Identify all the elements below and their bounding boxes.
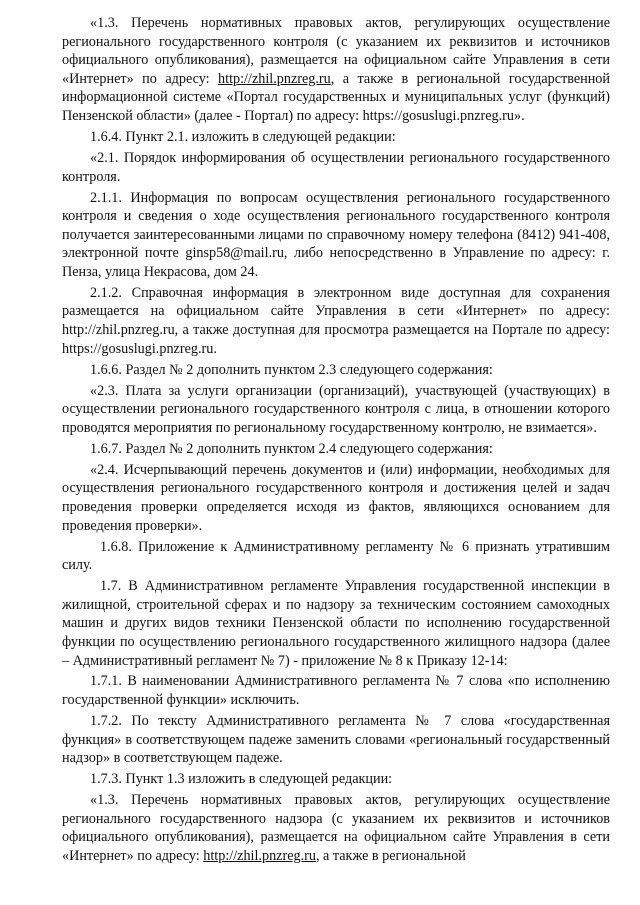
paragraph-1-3-portal (62, 14, 610, 126)
text-segment: «1.3. Перечень нормативных правовых актов, регулирующих осуществление регионального государственного контроля (с указанием их реквизитов и источников официального опубликования), размещается на официальном сайте Управления в сети «Интернет» по адресу: (62, 15, 610, 87)
paragraph-1-6-8: 1.6.8. Приложение к Административному регламенту № 6 признать утратившим силу. (62, 538, 610, 574)
text-segment: «1.3. Перечень нормативных правовых актов, регулирующих осуществление регионального государственного надзора (с указанием их реквизитов и источников официального опубликования), размещается на официальном сайте Управления в сети «Интернет» по адресу: (62, 792, 610, 864)
paragraph-1-7: 1.7. В Административном регламенте Управления государственной инспекции в жилищной, строительной сферах и по надзору за техническим состоянием самоходных машин и других видов техники Пензенской области по исполнению государственной функции по осуществлению регионального государственного жилищного надзора (далее – Административный регламент № 7) - приложение № 8 к Приказу 12-14: (62, 578, 610, 669)
paragraph-2-1-1: 2.1.1. Информация по вопросам осуществления регионального государственного контроля и сведения о ходе осуществления регионального государственного контроля получается заинтересованными лицами по справочному номеру телефона (8412) 941-408, электронной почте ginsp58@mail.ru, либо непосредственно в Управление по адресу: г. Пенза, улица Некрасова, дом 24. (62, 189, 610, 280)
site-link[interactable]: http://zhil.pnzreg.ru (203, 848, 316, 864)
paragraph-1-6-6: 1.6.6. Раздел № 2 дополнить пунктом 2.3 следующего содержания: (90, 361, 493, 378)
paragraph-2-3: «2.3. Плата за услуги организации (организаций), участвующей (участвующих) в осуществлении регионального государственного контроля с лица, в отношении которого проводятся мероприятия по региональному государственному контролю, не взимается». (62, 382, 610, 436)
text-segment: , а также в региональной (315, 848, 466, 864)
paragraph-1-7-3: 1.7.3. Пункт 1.3 изложить в следующей редакции: (90, 771, 393, 788)
paragraph-2-1: «2.1. Порядок информирования об осуществлении регионального государственного контроля. (62, 149, 610, 185)
paragraph-1-3-supervision (62, 791, 610, 865)
paragraph-2-1-2: 2.1.2. Справочная информация в электронном виде доступная для сохранения размещается на официальном сайте Управления в сети «Интернет» по адресу: http://zhil.pnzreg.ru, а также доступная для просмотра размещается на Портале по адресу: https://gosuslugi.pnzreg.ru. (62, 284, 610, 357)
paragraph-1-6-7: 1.6.7. Раздел № 2 дополнить пунктом 2.4 следующего содержания: (90, 440, 493, 457)
paragraph-1-7-2: 1.7.2. По тексту Административного регламента № 7 слова «государственная функция» в соответствующем падеже заменить словами «региональный государственный надзор» в соответствующем падеже. (62, 713, 610, 767)
text-segment: , а также в региональной государственной информационной системе «Портал государственных и муниципальных услуг (функций) Пензенской области» (далее - Портал) по адресу: https://gosuslugi.pnzreg.ru». (62, 70, 610, 124)
paragraph-2-4: «2.4. Исчерпывающий перечень документов и (или) информации, необходимых для осуществления регионального государственного контроля и достижения целей и задач проведения проверки определяется исходя из фактов, являющихся основанием для проведения проверки». (62, 461, 610, 534)
paragraph-1-7-1: 1.7.1. В наименовании Административного регламента № 7 слова «по исполнению государственной функции» исключить. (62, 673, 610, 709)
site-link[interactable]: http://zhil.pnzreg.ru (218, 70, 331, 87)
paragraph-1-6-4: 1.6.4. Пункт 2.1. изложить в следующей редакции: (90, 128, 396, 145)
